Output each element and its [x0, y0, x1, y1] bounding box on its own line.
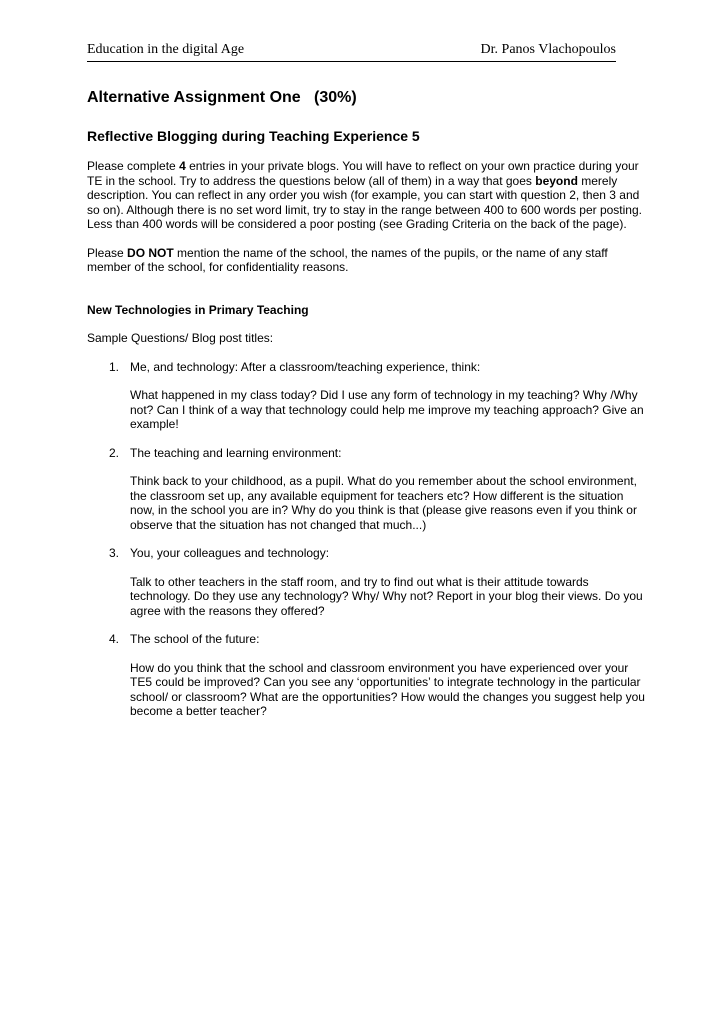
list-item [87, 360, 647, 432]
question-list [87, 360, 647, 719]
page-header [87, 42, 616, 62]
intro-text: entries in your private blogs. You will have to reflect on your own practice during your TE in the school. Try to address the questions below (all of them) in a way that goes [87, 159, 639, 188]
confidentiality-text: Please [87, 245, 128, 260]
sample-label: Sample Questions/ Blog post titles: [87, 331, 274, 345]
item-title: You, your colleagues and technology: [130, 546, 330, 560]
intro-text: Please complete [87, 159, 180, 173]
item-text: Think back to your childhood, as a pupil. What do you remember about the school environment, the classroom set up, any available equipment for teachers etc? How different is the situation now, in the school you are in? Why do you think is that (please give reasons even if you think or observe that the situation has not changed that much...) [130, 474, 637, 532]
header-course-title: Education in the digital Age [87, 42, 245, 57]
item-title: The teaching and learning environment: [130, 445, 342, 460]
list-item [87, 632, 647, 719]
item-text: Talk to other teachers in the staff room, and try to find out what is their attitude towards technology. Do they use any technology? Why/ Why not? Report in your blog their views. Do you agree with the reasons they offered? [130, 574, 643, 618]
confidentiality-text: mention the name of the school, the names of the pupils, or the name of any staff member of the school, for confidentiality reasons. [87, 245, 608, 274]
item-text: How do you think that the school and classroom environment you have experienced over your TE5 could be improved? Can you see any ‘opportunities’ to integrate technology in the particular school/ or classroom? What are the opportunities? How would the changes you suggest help you become a better teacher? [130, 660, 645, 718]
item-title: The school of the future: [130, 632, 260, 646]
intro-text: merely description. You can reflect in any order you wish (for example, you can start with question 2, then 3 and so on). Although there is no set word limit, try to stay in the range between 400 to 600 words per posting. Less than 400 words will be considered a poor posting (see Grading Criteria on the back of the page). [87, 173, 642, 231]
list-item [87, 546, 647, 618]
section-title: New Technologies in Primary Teaching [87, 302, 309, 317]
item-text: What happened in my class today? Did I use any form of technology in my teaching? Why /Why not? Can I think of a way that technology could help me improve my teaching approach? Give an example! [130, 388, 644, 431]
item-number: 2. [109, 445, 120, 460]
emphasis-do-not: DO NOT [127, 245, 174, 260]
intro-paragraph [87, 159, 647, 232]
assignment-title: Alternative Assignment One (30%) [87, 89, 357, 106]
confidentiality-paragraph [87, 246, 647, 275]
item-number: 4. [109, 632, 120, 646]
document-body [87, 88, 647, 733]
assignment-subtitle: Reflective Blogging during Teaching Experience 5 [87, 128, 420, 144]
header-author: Dr. Panos Vlachopoulos [480, 42, 616, 57]
list-item [87, 446, 647, 533]
item-number: 3. [109, 546, 120, 560]
item-number: 1. [109, 359, 120, 374]
emphasis-beyond: beyond [535, 173, 578, 188]
item-title: Me, and technology: After a classroom/teaching experience, think: [130, 359, 481, 374]
entry-count: 4 [179, 159, 186, 173]
